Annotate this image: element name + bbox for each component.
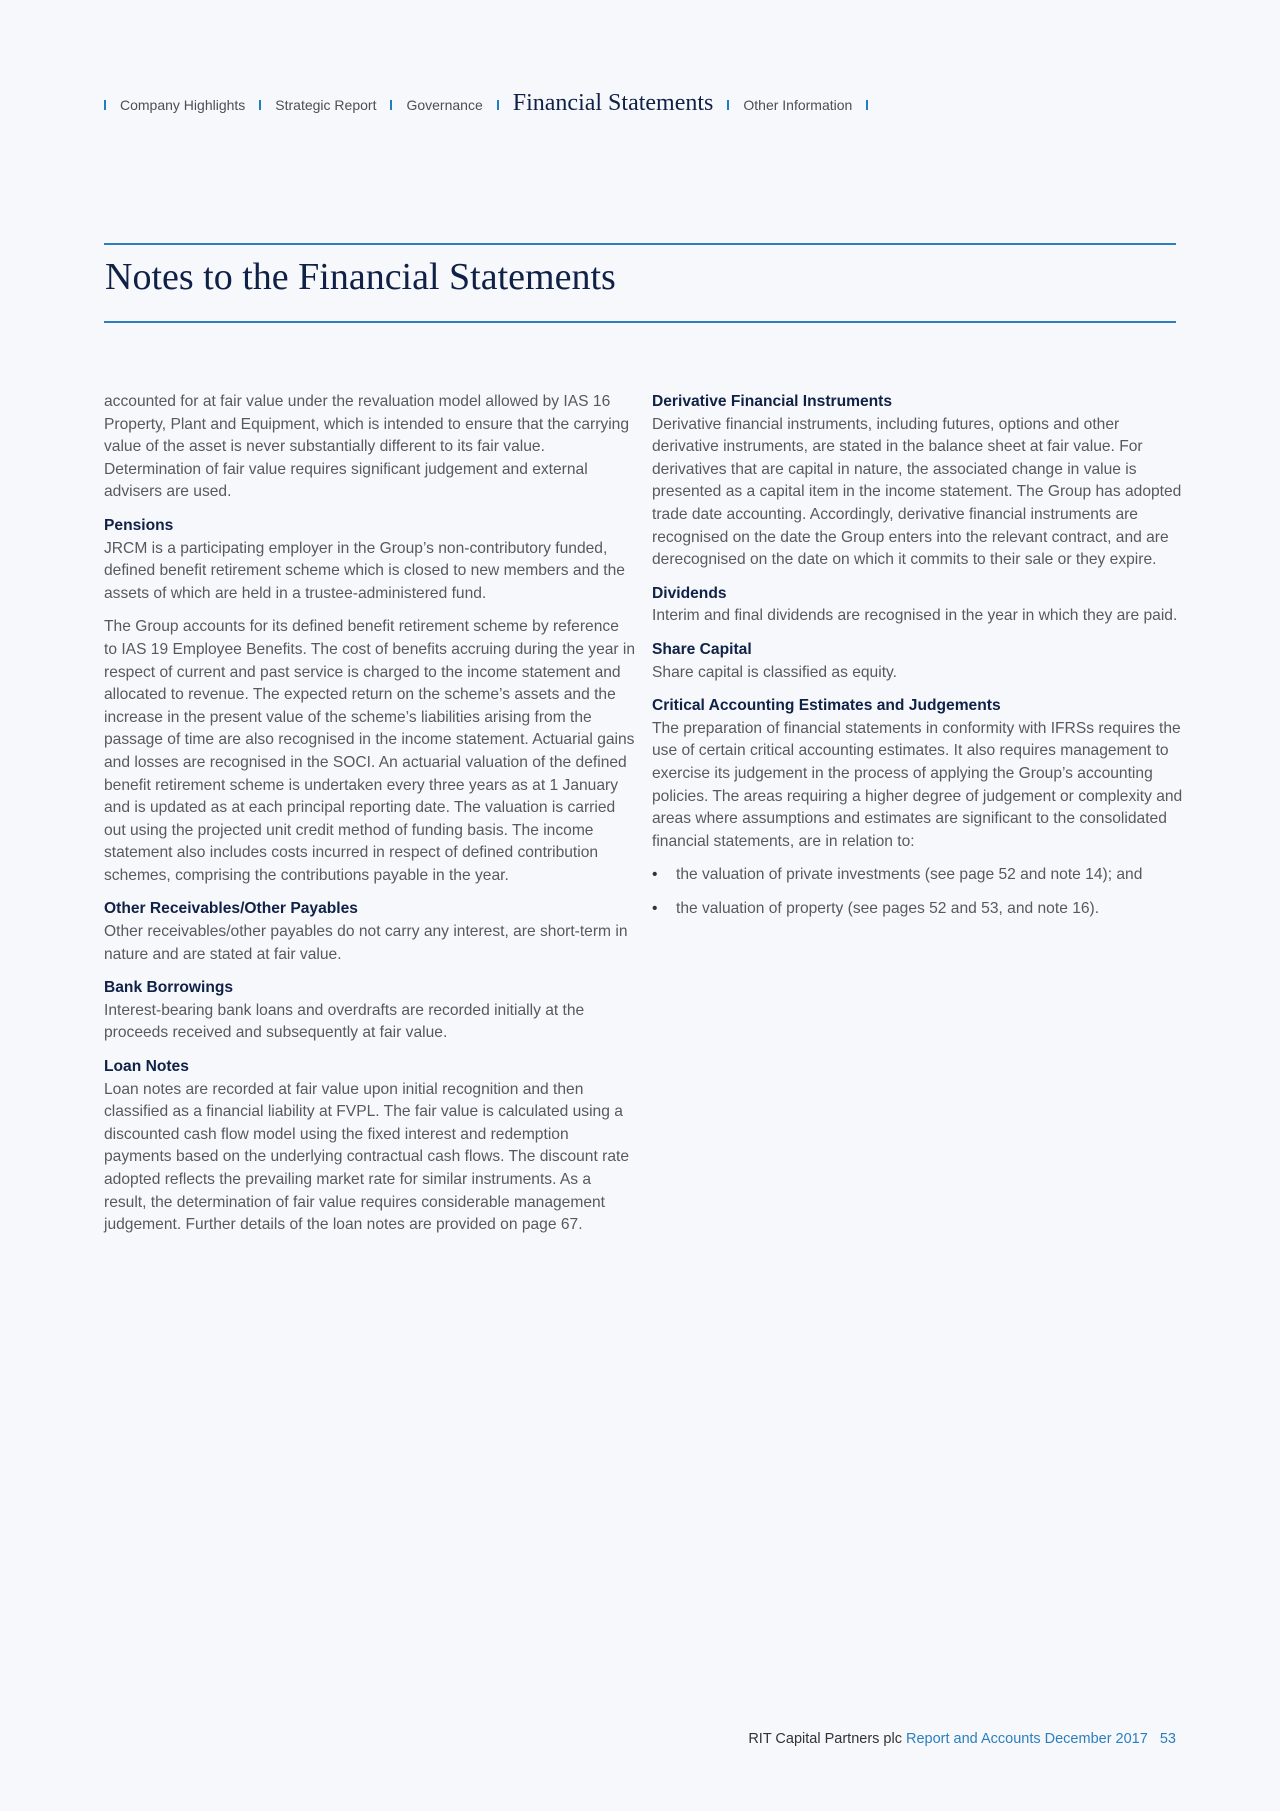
dividends-heading: Dividends [652,584,727,602]
nav-other-information[interactable]: Other Information [743,97,853,113]
intro-paragraph: accounted for at fair value under the revaluation model allowed by IAS 16 Property, Plant and Equipment, which is intended to ensure that the carrying value of the asset is never substantially different to its fair value. Determination of fair value requires significant judgement and external advisers are used. [104,393,630,501]
right-column [652,391,1184,931]
nav-company-highlights[interactable]: Company Highlights [120,97,246,113]
list-item-text: the valuation of property (see pages 52 and 53, and note 16). [676,899,1100,917]
loan-notes-text: Loan notes are recorded at fair value upon initial recognition and then classified as a financial liability at FVPL. The fair value is calculated using a discounted cash flow model using the fixed interest and redemption payments based on the underlying contractual cash flows. The discount rate adopted reflects the prevailing market rate for similar instruments. As a result, the determination of fair value requires considerable management judgement. Further details of the loan notes are provided on page 67. [104,1080,630,1234]
footer-report-title: Report and Accounts December 2017 [906,1731,1148,1747]
critical-estimates-section [652,695,1184,920]
page-title: Notes to the Financial Statements [105,256,616,298]
critical-estimates-text: The preparation of financial statements in conformity with IFRSs requires the use of certain critical accounting estimates. It also requires management to exercise its judgement in the process of applying the Group’s accounting policies. The areas requiring a higher degree of judgement or complexity and areas where assumptions and estimates are significant to the consolidated financial statements, are in relation to: [652,719,1183,850]
pensions-paragraph-1: JRCM is a participating employer in the Group’s non-contributory funded, defined benefit retirement scheme which is closed to new members and the assets of which are held in a trustee-administered fund. [104,539,625,602]
nav-financial-statements[interactable]: Financial Statements [512,90,714,116]
title-rule-top [104,243,1176,245]
bank-borrowings-section [104,977,636,1045]
nav-separator [866,100,868,110]
share-capital-section [652,639,1184,684]
list-item [652,898,1184,921]
bullet-icon: • [652,866,658,884]
derivatives-section [652,391,1184,572]
bank-borrowings-heading: Bank Borrowings [104,979,234,997]
bank-borrowings-text: Interest-bearing bank loans and overdrafts are recorded initially at the proceeds received and subsequently at fair value. [104,1001,585,1042]
critical-estimates-heading: Critical Accounting Estimates and Judgements [652,697,1001,715]
section-nav [104,90,882,117]
derivatives-heading: Derivative Financial Instruments [652,393,893,410]
left-column [104,391,636,1248]
loan-notes-heading: Loan Notes [104,1058,189,1076]
pensions-heading: Pensions [104,516,174,534]
receivables-heading: Other Receivables/Other Payables [104,900,358,918]
nav-separator [104,100,106,110]
share-capital-text: Share capital is classified as equity. [652,663,897,681]
loan-notes-section [104,1056,636,1237]
list-item-text: the valuation of private investments (see page 52 and note 14); and [676,866,1143,884]
nav-separator [390,100,392,110]
page-footer [748,1731,1176,1747]
nav-separator [727,100,729,110]
critical-estimates-list [652,864,1184,920]
receivables-text: Other receivables/other payables do not carry any interest, are short-term in nature and are stated at fair value. [104,923,628,963]
dividends-section [652,583,1184,628]
dividends-text: Interim and final dividends are recognised in the year in which they are paid. [652,607,1178,625]
bullet-icon: • [652,899,658,917]
nav-separator [497,100,499,110]
receivables-section [104,898,636,966]
pensions-section [104,515,636,888]
title-rule-bottom [104,321,1176,323]
share-capital-heading: Share Capital [652,640,752,658]
list-item [652,864,1184,887]
pensions-paragraph-2: The Group accounts for its defined benefit retirement scheme by reference to IAS 19 Employee Benefits. The cost of benefits accruing during the year in respect of current and past service is charged to the income statement and allocated to revenue. The expected return on the scheme’s assets and the increase in the present value of the scheme’s liabilities arising from the passage of time are also recognised in the income statement. Actuarial gains and losses are recognised in the SOCI. An actuarial valuation of the defined benefit retirement scheme is undertaken every three years as at 1 January and is updated as at each principal reporting date. The valuation is carried out using the projected unit credit method of funding basis. The income statement also includes costs incurred in respect of defined contribution schemes, comprising the contributions payable in the year. [104,618,636,884]
nav-governance[interactable]: Governance [406,97,483,113]
derivatives-text: Derivative financial instruments, including futures, options and other derivative instruments, are stated in the balance sheet at fair value. For derivatives that are capital in nature, the associated change in value is presented as a capital item in the income statement. The Group has adopted trade date accounting. Accordingly, derivative financial instruments are recognised on the date the Group enters into the relevant contract, and are derecognised on the date on which it commits to their sale or they expire. [652,415,1182,569]
nav-strategic-report[interactable]: Strategic Report [275,97,377,113]
nav-separator [259,100,261,110]
footer-company: RIT Capital Partners plc [748,1731,902,1747]
page-number: 53 [1159,1731,1176,1747]
